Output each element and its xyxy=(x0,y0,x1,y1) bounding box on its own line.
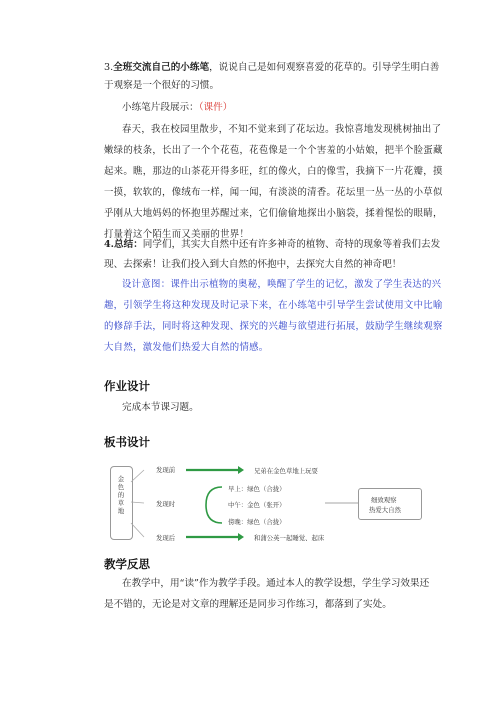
courseware-tag: （课件） xyxy=(198,102,233,113)
homework-heading: 作业设计 xyxy=(104,379,150,393)
design-intent-line: 趣，引领学生将这种发现及时记录下来，在小练笔中引导学生尝试使用文中比喻 xyxy=(104,300,443,311)
board-summary-line-1: 细致观察 xyxy=(371,496,397,504)
board-after-text: 和蒲公英一起睡觉、起床 xyxy=(254,534,325,542)
design-intent-line: 的修辞手法，同时将这种发现、探究的兴趣与欲望进行拓展，鼓励学生继续观察 xyxy=(104,321,443,332)
board-heading: 板书设计 xyxy=(104,435,150,449)
board-summary-line-2: 热爱大自然 xyxy=(369,506,401,514)
board-before-text: 兄弟在金色草地上玩耍 xyxy=(254,467,318,475)
snippet-line: 乎刚从大地妈妈的怀抱里苏醒过来，它们偷偷地探出小脑袋，揉着惺忪的眼睛， xyxy=(104,208,443,219)
snippet-line: 起来。瞧，那边的山茶花开得多旺，红的像火，白的像雪，我摘下一片花瓣，摸 xyxy=(104,166,443,177)
board-after-label: 发现后 xyxy=(156,534,176,542)
board-during-item: 傍晚：绿色（合拢） xyxy=(228,518,286,526)
board-during-item: 中午：金色（张开） xyxy=(228,501,286,509)
design-intent-line-1: 设计意图：课件出示植物的奥秘，唤醒了学生的记忆，激发了学生表达的兴 xyxy=(122,279,442,290)
item-4-line-2: 现、去探索！让我们投入到大自然的怀抱中，去探究大自然的神奇吧！ xyxy=(104,259,402,270)
item-4-text: 同学们，其实大自然中还有许多神奇的植物、奇特的现象等着我们去发 xyxy=(142,239,441,250)
snippet-line: 嫩绿的枝条，长出了一个个花苞，花苞像是一个个害羞的小姑娘，把半个脸蛋藏 xyxy=(104,145,443,156)
reflection-line-2: 是不错的，无论是对文章的理解还是同步习作练习，都落到了实处。 xyxy=(104,599,392,610)
item-3-bold-text: 全班交流自己的小练笔 xyxy=(113,62,210,73)
item-3-number: 3. xyxy=(104,62,114,73)
brace-during xyxy=(206,487,222,523)
board-during-item: 早上：绿色（合拢） xyxy=(228,485,286,493)
snippet-label: 小练笔片段展示： xyxy=(122,102,199,113)
board-before-label: 发现前 xyxy=(156,466,176,474)
snippet-line: 春天，我在校园里散步，不知不觉来到了花坛边。我惊喜地发现桃树抽出了 xyxy=(122,124,442,135)
homework-text: 完成本节课习题。 xyxy=(122,402,199,413)
snippet-line: 打量着这个陌生而又美丽的世界！ xyxy=(104,229,250,240)
snippet-line: 一摸，软软的，像绒布一样，闻一闻，有淡淡的清香。花坛里一丛一丛的小草似 xyxy=(104,187,443,198)
item-3-line-2: 于观察是一个很好的习惯。 xyxy=(104,80,220,91)
board-during-label: 发现时 xyxy=(156,500,176,508)
board-summary-box xyxy=(358,488,422,520)
design-intent-line: 大自然，激发他们热爱大自然的情感。 xyxy=(104,342,269,353)
item-3-text: ，说说自己是如何观察喜爱的花草的。引导学生明白善 xyxy=(209,62,440,73)
item-4-bold-text: 总结： xyxy=(114,239,143,250)
design-intent-label: 设计意图： xyxy=(122,279,171,290)
reflection-line-1: 在教学中，用“读”作为教学手段。通过本人的教学设想，学生学习效果还 xyxy=(122,578,430,589)
reflection-heading: 教学反思 xyxy=(104,557,150,571)
board-title-text: 金色的草地 xyxy=(117,475,125,515)
item-4-number: 4. xyxy=(104,239,115,250)
